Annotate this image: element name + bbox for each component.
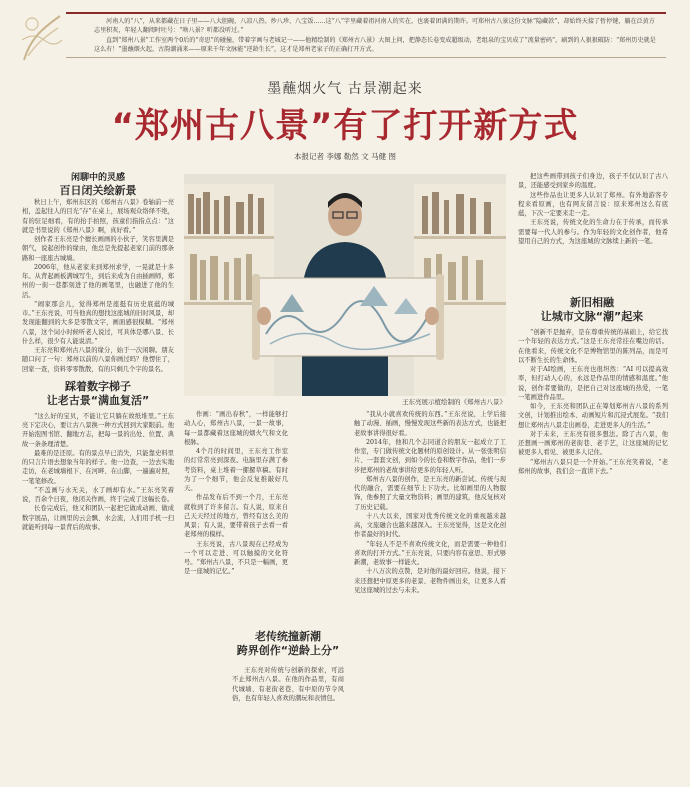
paragraph: 这些作品也让更多人认识了郑州。有外地游客专程来看原画，也有网友留言说：原来郑州这么有底蕴，下次一定要来走一走。 [518,191,668,217]
paragraph: 作画：“画出春秋”，一样能够打动人心，郑州古八景，一景一故事，每一景都藏着这座城的烟火气和文化根脉。 [184,411,288,446]
paragraph: “这么好的宝贝，不能让它只躺在故纸堆里。”王东亮下定决心，要让古八景换一种方式回到大家眼前。他开始泡图书馆、翻地方志，把每一景的出处、位置、典故一条条理清楚。 [22,412,174,448]
paragraph: “年轻人不是不喜欢传统文化，而是需要一种他们喜欢的打开方式。”王东亮说，只要内容有意思、形式够新潮，老故事一样能火。 [354,540,506,566]
paragraph: 创作者王东亮是个擅长画画的小伙子，笑容里满是朝气，说起创作的缘由，他总是先提起老家门前的那条路和一座座古城墙。 [22,236,174,262]
article-column-2-bottom [232,666,344,776]
byline: 本报记者 李娜 勒然 文 马健 图 [294,152,396,161]
paragraph: 把这些画带到孩子们身边，孩子不仅认识了古八景，还能感受到家乡的温度。 [518,173,668,190]
paragraph: 郑州古八景的创作，是王东亮的新尝试。传统与现代的融合，需要在细节上下功夫。比如画里的人物服饰，他参照了大量文物资料；画里的建筑，他反复核对了历史记载。 [354,475,506,511]
subhead-3 [232,630,344,658]
article-photo [184,174,506,396]
subhead-1-line-2: 百日闭关绘新景 [59,184,137,197]
paragraph: 2014年，他和几个志同道合的朋友一起成立了工作室，专门做传统文化题材的原创设计。从一张张明信片、一套套文创，到如今的长卷和数字作品，他们一步步把郑州的老故事讲给更多的年轻人听。 [354,438,506,474]
subhead-4-line-1: 新旧相融 [570,296,614,309]
subhead-3-line-2: 跨界创作“逆龄上分” [236,644,340,657]
paragraph: “闹家那会儿，觉得郑州是座挺有历史底蕴的城市。”王东亮说，可当他真的想找这座城的旧时风景，却发现能翻到的大多是零散文字，画面感很模糊。“郑州八景，这个词小时候听老人说过，可具体是哪八景、长什么样，很少有人能说清。” [22,300,174,345]
article-column-3 [354,410,506,775]
paragraph: “我从小就喜欢传统的东西。”王东亮说，上学后接触了动漫、插画，慢慢发现这些新的表达方式，也能把老故事讲得很好看。 [354,411,506,437]
paragraph: 长卷完成后，他又和团队一起把它做成动画、做成数字展品，让画里的云会飘、水会流，人们用手机一扫就能听到每一景背后的故事。 [22,505,174,531]
paragraph: 王东亮对传统与创新的探索，可远不止郑州古八景。在他的作品里，有商代城墙、有老街老巷、有中原的节令风俗，也有年轻人喜欢的潮玩和表情包。 [232,667,344,702]
subhead-4 [518,296,666,324]
kicker-title: 墨蘸烟火气 古景潮起来 [267,81,423,97]
paragraph: 4个月的时间里，王东亮工作室的灯常常亮到深夜。电脑里存满了参考资料，桌上堆着一摞摞草稿。有时为了一个细节，他会反复推敲好几天。 [184,448,288,492]
intro-paragraph-2: 直到“郑州八景”工作室两个0后的“奇思”的碰撞，带着字画与老城记一——他精绘制的《郑州古八景》大图上问，把静态长卷变成超级动，老组泉的宝贝成了“流量密码”，刷到的人狠狠破防：“郑州历史就是这么有！”墨蘸烟火起，古韵潮涌来——原来千年文脉能“逆龄生长”，这才是郑州老家子的正确打开方式。 [94,36,656,54]
subhead-1-line-1: 闲聊中的灵感 [70,173,125,183]
paragraph: 王东亮说，传统文化的生命力在于传承，而传承需要每一代人的参与。作为年轻的文化创作者，他希望用自己的方式，为这座城的文脉续上新的一笔。 [518,219,668,245]
article-column-4-top [518,172,668,294]
paragraph: “不盖画与水无关，水了画却有水。”王东亮笑着说，百余个日夜，他闭关作画，终于完成了这幅长卷。 [22,486,174,503]
paragraph: “创新不是抛弃，是在尊重传统的基础上，给它找一个年轻的表达方式。”这是王东亮常挂在嘴边的话。在他看来，传统文化不是博物馆里的陈列品，而是可以不断生长的生命体。 [518,329,668,364]
decorative-ornament-icon [20,10,64,66]
page-headline: “郑州古八景”有了打开新方式 [111,106,579,146]
subhead-2-line-2: 让老古景“满血复活” [46,393,150,407]
intro-box [66,12,666,58]
paragraph: “郑州古八景只是一个开始。”王东亮笑着说，“老郑州的故事，我们会一直讲下去。” [518,458,668,475]
paragraph: 最难的是还原。有的景点早已消失，只能靠史料里的只言片语去想象当年的样子。他一边查，一边去实地走访，在老城墙根下、在河畔、在山脚，一遍遍对照，一笔笔修改。 [22,449,174,485]
photo-caption: 王东亮展示植绘制的《郑州古八景》 [402,398,506,406]
paragraph: 十八大以来，国家对优秀传统文化的重视越来越高，文旅融合也越来越深入。王东亮觉得，这是文化创作者最好的时代。 [354,512,506,539]
paragraph: 十八万次的点赞，是对他的最好回应。他说，接下来还想把中原更多的老景、老物件画出来，让更多人看见这座城的过去与未来。 [354,568,506,594]
photo-illustration [184,174,506,396]
paragraph: 王东亮说，古八景现在已经成为一个可以走进、可以触摸的文化符号。“郑州古八景，不只是一幅画，更是一座城的记忆。” [184,540,288,576]
paragraph: 如今，王东亮和团队正在筹划郑州古八景的系列文创，计划推出绘本、动画短片和沉浸式展览。“我们想让郑州古八景走出画卷，走进更多人的生活。” [518,403,668,429]
paragraph: 2006年，他从老家来到郑州求学，一晃就是十多年。从背起画板满城写生，到后来成为自由插画师，郑州的一街一巷都刻进了他的画笔里，也融进了他的生活。 [22,263,174,299]
paragraph: 对于AI绘画，王东亮也很坦然：“AI 可以提高效率，但打动人心的，永远是作品里的情感和温度。”他说，创作者要做的，是把自己对这座城的热爱，一笔一笔画进作品里。 [518,366,668,401]
subhead-2-line-1: 踩着数字梯子 [65,379,131,393]
subhead-1 [22,172,174,198]
subhead-2 [22,380,174,408]
paragraph: 秋日上午，郑州东区的《郑州古八景》卷轴前一亮相，盖起往人的目光“存”在桌上，展场观众络绎不绝，有的驻足细看，有的抬手拍照，孩童们指指点点：“这就是书里说的《郑州八景》啊，真好看。” [22,199,174,234]
subhead-3-line-1: 老传统撞新潮 [255,630,321,643]
article-column-4 [518,328,668,776]
subhead-4-line-2: 让城市文脉“潮”起来 [540,310,644,323]
paragraph: 对于未来，王东亮有很多想法。除了古八景，他还想画一画郑州的老街巷、老手艺，让这座城的记忆被更多人看见、被更多人记住。 [518,430,668,457]
article-column-1 [22,172,174,772]
paragraph: 作品发布后不到一个月，王东亮就收到了许多留言。有人说，原来自己天天经过的地方，曾经有这么美的风景；有人说，要带着孩子去看一看老郑州的模样。 [184,494,288,539]
paragraph: 王东亮和郑州古八景的缘分，始于一次闲聊。朋友随口问了一句：郑州以前的八景你画过吗？他愣住了，回家一查，资料零零散散，有的只剩几个字的景名。 [22,347,174,373]
intro-paragraph-1: 河南人的“八”，从来都藏在日子里——八大胆碗、八凉八热、炒八珍、八宝饭……这“八”字里藏着祖河南人的实在，也裹着团满的期许。可郑州古八景这份文脉“隐藏款”，却始终天接了暂停键，躺在泛黄方志里积灰，年轻人翻阅时吐号：“啥八景？听都没听过。” [94,18,655,35]
